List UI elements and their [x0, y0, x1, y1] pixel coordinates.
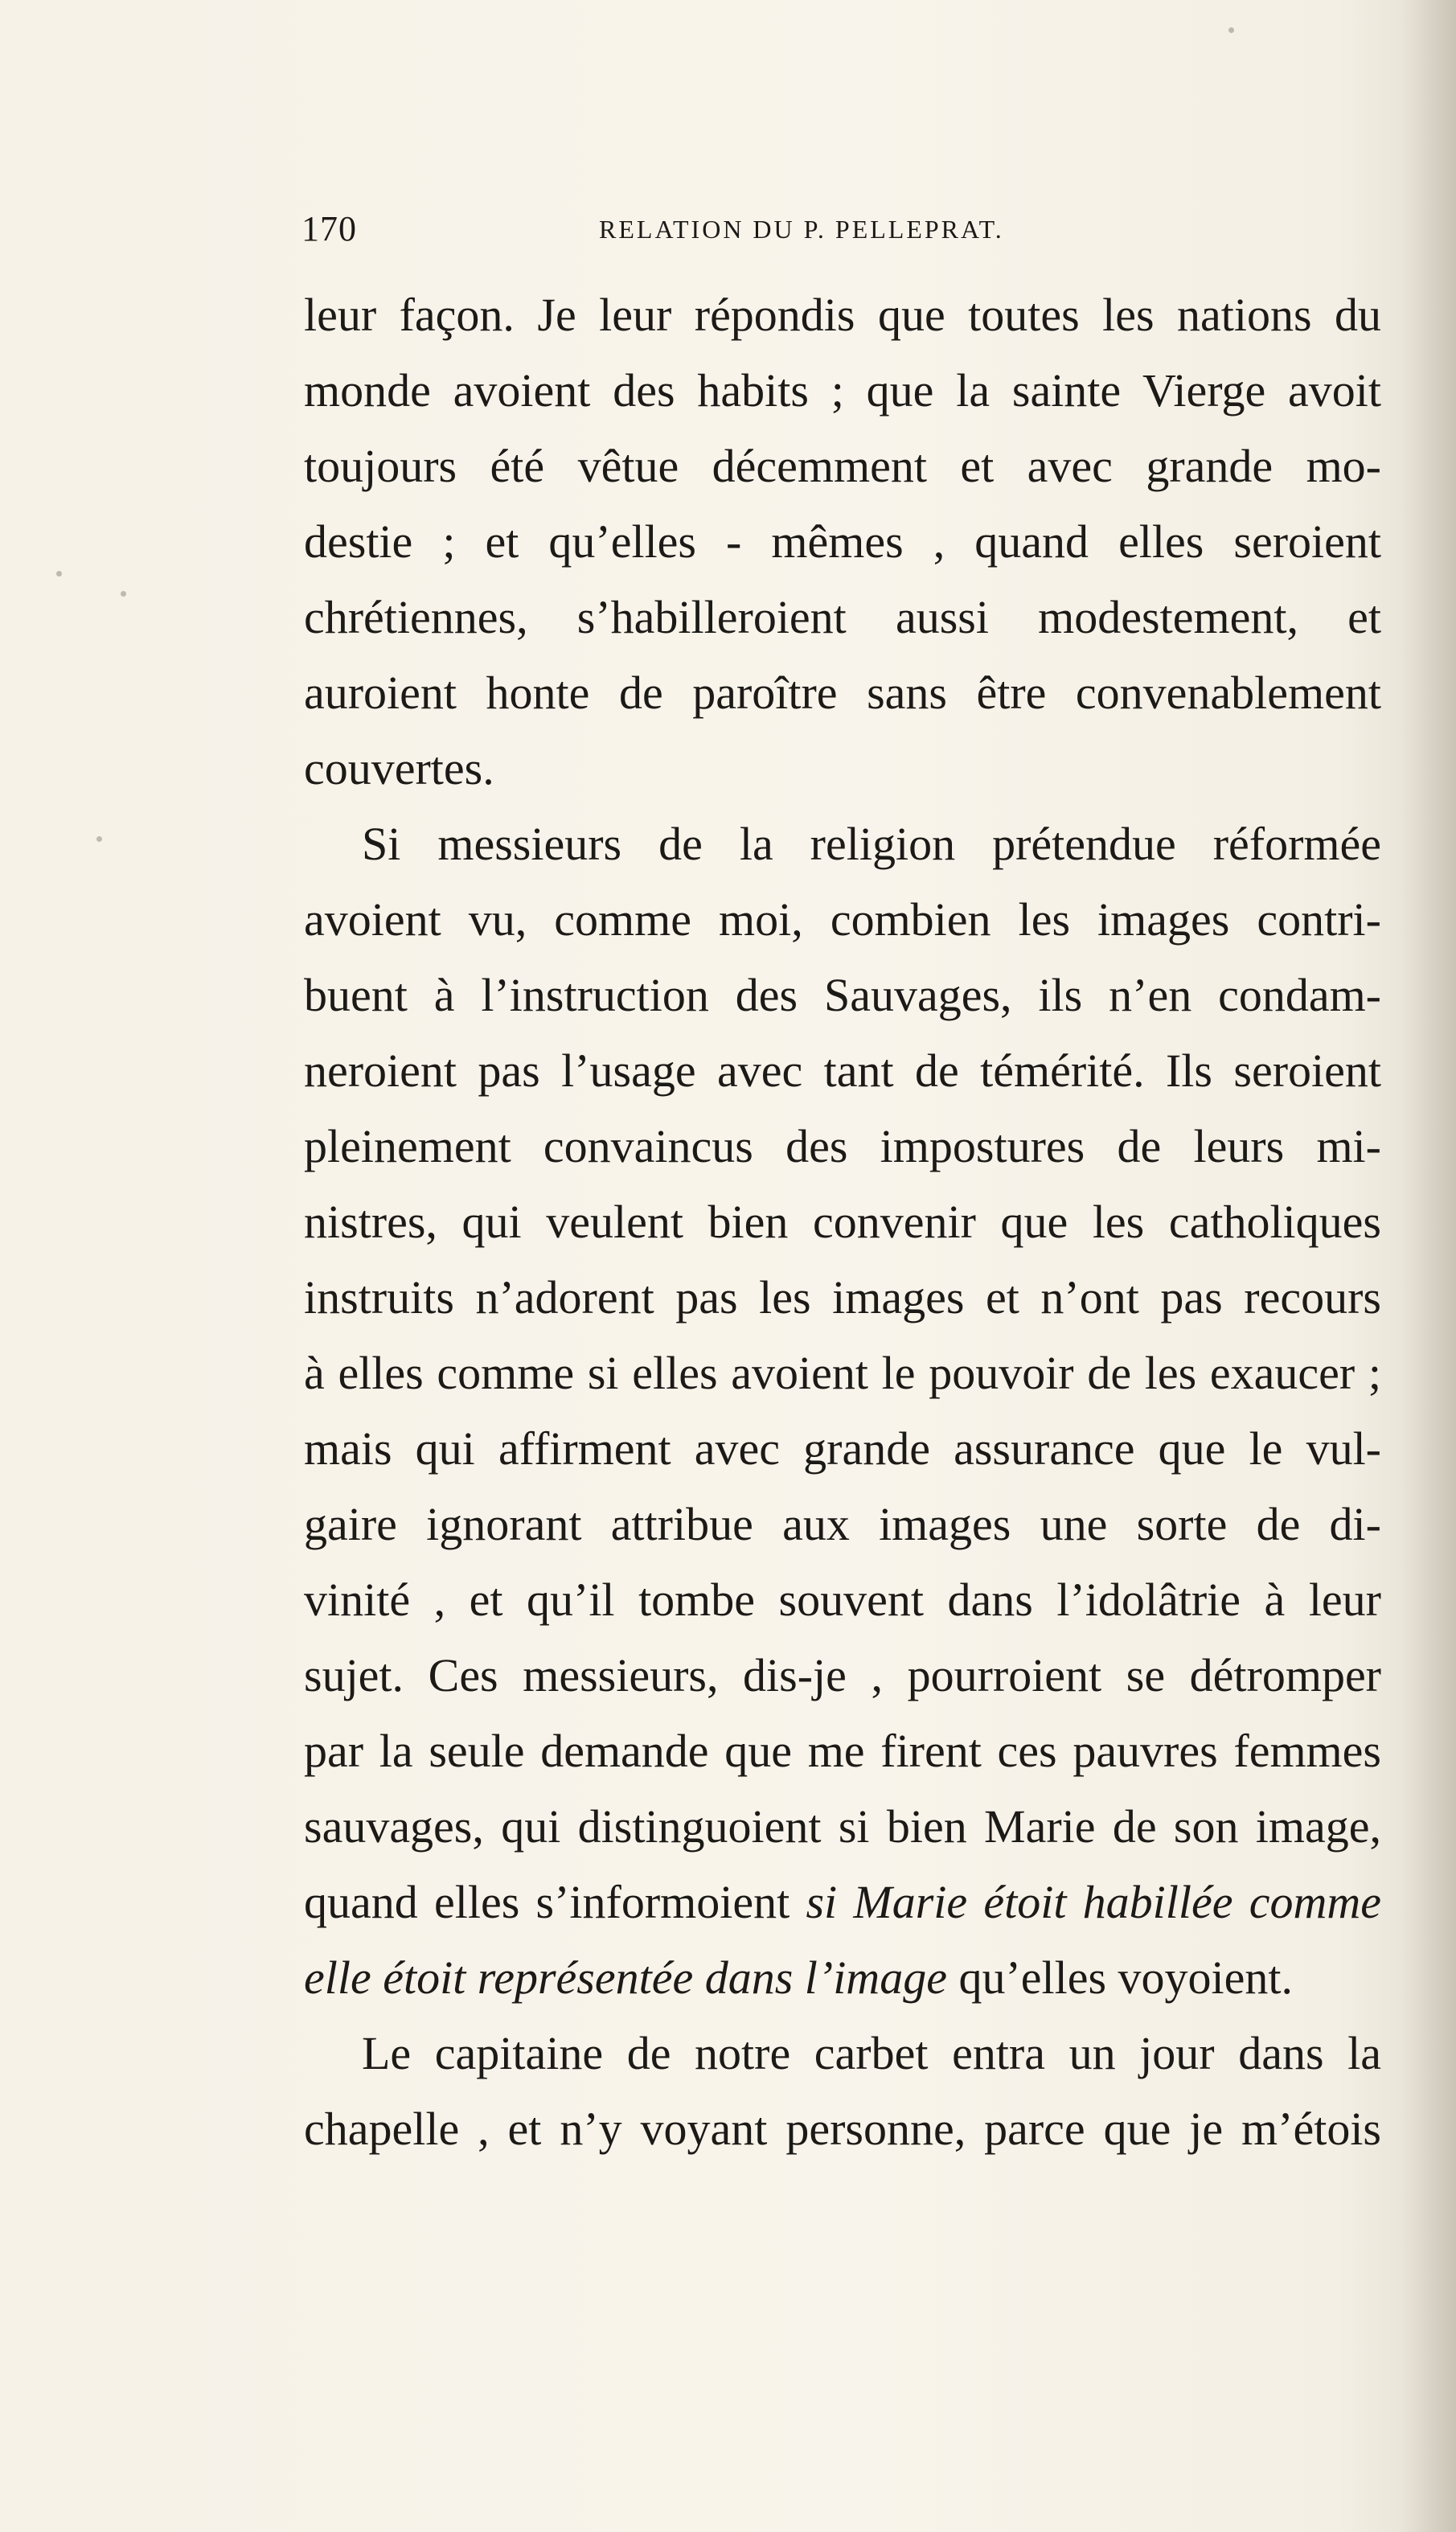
text-line-paragraph-start: Le capitaine de notre carbet entra un jour dans la — [362, 2027, 1381, 2079]
text-line: buent à l’instruction des Sauvages, ils n’en condam- — [304, 969, 1381, 1021]
text-line-mixed — [304, 1940, 1381, 2016]
text-line: destie ; et qu’elles - mêmes , quand elles seroient — [304, 515, 1381, 568]
text-line: nistres, qui veulent bien convenir que les catholiques — [304, 1196, 1381, 1248]
text-line: toujours été vêtue décemment et avec grande mo- — [304, 440, 1381, 492]
text-line: avoient vu, comme moi, combien les images contri- — [304, 893, 1381, 946]
text-italic: si Marie étoit habillée comme — [806, 1876, 1381, 1928]
text-line: sauvages, qui distinguoient si bien Marie de son image, — [304, 1800, 1381, 1853]
page-edge-shadow — [1400, 0, 1456, 2532]
text-line: chapelle , et n’y voyant personne, parce que je m’étois — [304, 2103, 1381, 2155]
paper-speck — [121, 591, 126, 597]
text-line: auroient honte de paroître sans être convenablement — [304, 667, 1381, 719]
text-line: vinité , et qu’il tombe souvent dans l’idolâtrie à leur — [304, 1574, 1381, 1626]
text-roman: qu’elles voyoient. — [946, 1951, 1294, 2004]
text-line: à elles comme si elles avoient le pouvoir de les exaucer ; — [304, 1347, 1381, 1399]
text-line: gaire ignorant attribue aux images une sorte de di- — [304, 1498, 1381, 1550]
paper-speck — [56, 571, 62, 577]
running-head: RELATION DU P. PELLEPRAT. — [599, 215, 1004, 244]
text-line: instruits n’adorent pas les images et n’ont pas recours — [304, 1271, 1381, 1323]
text-line: neroient pas l’usage avec tant de témérité. Ils seroient — [304, 1044, 1381, 1097]
page-number: 170 — [301, 209, 357, 248]
text-line: par la seule demande que me firent ces pauvres femmes — [304, 1725, 1381, 1777]
text-roman: quand elles s’informoient — [304, 1876, 806, 1928]
text-line: sujet. Ces messieurs, dis-je , pourroient se détromper — [304, 1649, 1381, 1701]
text-line-paragraph-end: couvertes. — [304, 742, 494, 794]
page-header — [301, 205, 1379, 253]
paper-speck — [1228, 27, 1234, 33]
text-line: monde avoient des habits ; que la sainte Vierge avoit — [304, 364, 1381, 417]
text-italic: elle étoit représentée dans l’image — [304, 1951, 947, 2004]
text-line-mixed — [304, 1865, 1381, 1940]
text-line-paragraph-start: Si messieurs de la religion prétendue réformée — [362, 818, 1381, 870]
text-line: chrétiennes, s’habilleroient aussi modestement, et — [304, 591, 1381, 643]
paper-speck — [96, 836, 102, 842]
text-line: leur façon. Je leur répondis que toutes les nations du — [304, 289, 1381, 341]
text-line: pleinement convaincus des impostures de leurs mi- — [304, 1120, 1381, 1172]
text-line: mais qui affirment avec grande assurance que le vul- — [304, 1422, 1381, 1475]
body-text — [304, 277, 1381, 2167]
